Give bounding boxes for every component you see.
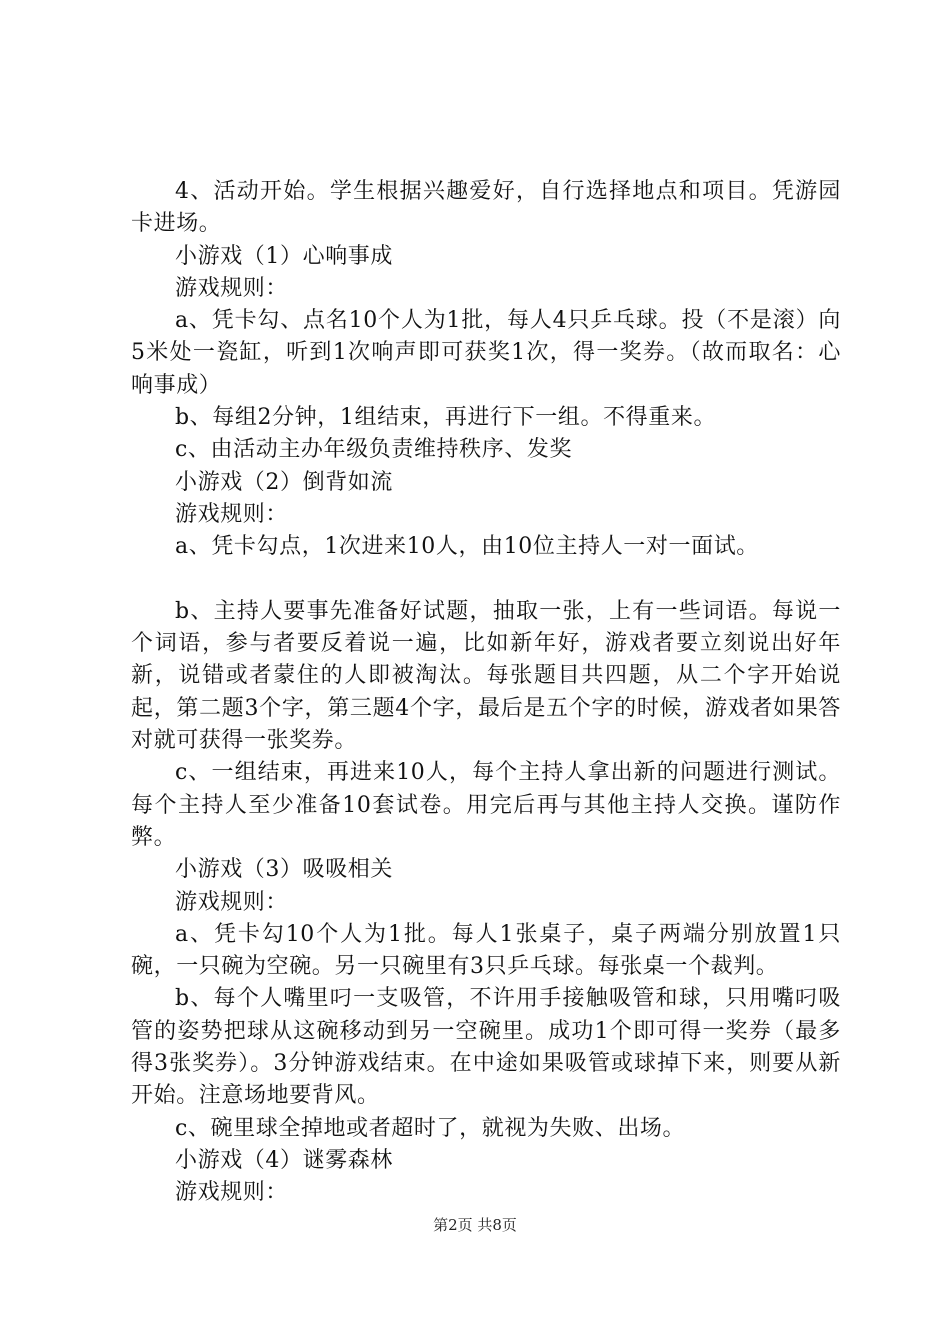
game-2-rule-b: b、主持人要事先准备好试题，抽取一张，上有一些词语。每说一个词语，参与者要反着说一遍，比如新年好，游戏者要立刻说出好年新，说错或者蒙住的人即被淘汰。每张题目共四题，从二个字开始说起，第二题3个字，第三题4个字，最后是五个字的时候，游戏者如果答对就可获得一张奖券。 bbox=[131, 598, 841, 754]
game-4-title: 小游戏（4）谜雾森林 bbox=[175, 1147, 393, 1173]
game-1-rule-a: a、凭卡勾、点名10个人为1批，每人4只乒乓球。投（不是滚）向5米处一瓷缸，听到1次响声即可获奖1次，得一奖券。（故而取名：心响事成） bbox=[131, 308, 841, 398]
game-1-rule-c: c、由活动主办年级负责维持秩序、发奖 bbox=[175, 437, 573, 463]
game-4-rules-heading: 游戏规则： bbox=[175, 1180, 289, 1206]
game-1-rule-b: b、每组2分钟，1组结束，再进行下一组。不得重来。 bbox=[175, 405, 717, 431]
game-1-rules-heading: 游戏规则： bbox=[175, 275, 289, 301]
game-2-title: 小游戏（2）倒背如流 bbox=[175, 469, 393, 495]
game-3-rule-a: a、凭卡勾10个人为1批。每人1张桌子，桌子两端分别放置1只碗，一只碗为空碗。另一只碗里有3只乒乓球。每张桌一个裁判。 bbox=[131, 921, 841, 980]
game-2-rule-c: c、一组结束，再进来10人，每个主持人拿出新的问题进行测试。每个主持人至少准备10套试卷。用完后再与其他主持人交换。谨防作弊。 bbox=[131, 760, 841, 850]
game-2-rule-a: a、凭卡勾点，1次进来10人，由10位主持人一对一面试。 bbox=[175, 534, 759, 560]
page-footer: 第2页 共8页 bbox=[433, 1216, 517, 1234]
game-1-title: 小游戏（1）心响事成 bbox=[175, 243, 393, 269]
game-3-rules-heading: 游戏规则： bbox=[175, 889, 289, 915]
game-3-rule-b: b、每个人嘴里叼一支吸管，不许用手接触吸管和球，只用嘴叼吸管的姿势把球从这碗移动到另一空碗里。成功1个即可得一奖券（最多得3张奖券）。3分钟游戏结束。在中途如果吸管或球掉下来，则要从新开始。注意场地要背风。 bbox=[131, 986, 841, 1109]
blank-line bbox=[131, 564, 841, 596]
document-body bbox=[131, 176, 841, 1210]
paragraph-activity-start: 4、活动开始。学生根据兴趣爱好，自行选择地点和项目。凭游园卡进场。 bbox=[131, 179, 841, 237]
game-2-rules-heading: 游戏规则： bbox=[175, 501, 289, 527]
game-3-rule-c: c、碗里球全掉地或者超时了，就视为失败、出场。 bbox=[175, 1115, 686, 1141]
game-3-title: 小游戏（3）吸吸相关 bbox=[175, 857, 393, 883]
